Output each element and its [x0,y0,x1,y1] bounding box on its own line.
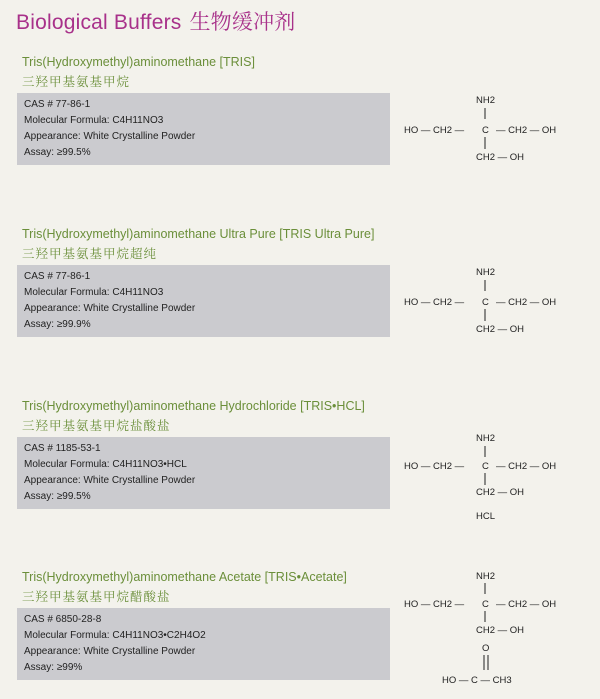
bottom-chain: CH2 — OH [476,625,525,636]
cas-number: CAS # 6850-28-8 [24,614,102,625]
product-tris-hcl [0,399,600,549]
left-chain: HO — CH2 — [404,599,465,610]
central-carbon: C [482,125,489,136]
structural-formula [398,227,598,377]
spec-box [17,93,390,165]
central-carbon: C [482,599,489,610]
appearance: Appearance: White Crystalline Powder [24,646,196,657]
nh2-group: NH2 [476,267,496,278]
appearance: Appearance: White Crystalline Powder [24,475,196,486]
right-chain: — CH2 — OH [496,461,557,472]
nh2-group: NH2 [476,571,496,582]
cas-number: CAS # 77-86-1 [24,271,91,282]
molecular-formula: Molecular Formula: C4H11NO3 [24,115,164,126]
right-chain: — CH2 — OH [496,125,557,136]
central-carbon: C [482,461,489,472]
carbonyl-oxygen: O [482,643,490,654]
spec-box [17,265,390,337]
assay: Assay: ≥99.5% [24,147,91,158]
hcl-salt: HCL [476,511,496,522]
spec-box [17,608,390,680]
cas-number: CAS # 1185-53-1 [24,443,101,454]
page-title-en: Biological Buffers [16,11,182,34]
left-chain: HO — CH2 — [404,297,465,308]
right-chain: — CH2 — OH [496,599,557,610]
bottom-chain: CH2 — OH [476,152,525,163]
assay: Assay: ≥99.9% [24,319,91,330]
product-name-en: Tris(Hydroxymethyl)aminomethane Hydrochloride [TRIS•HCL] [22,399,365,413]
nh2-group: NH2 [476,95,496,106]
right-chain: — CH2 — OH [496,297,557,308]
nh2-group: NH2 [476,433,496,444]
page-title-cn: 生物缓冲剂 [189,11,296,34]
product-name-cn: 三羟甲基氨基甲烷盐酸盐 [22,419,171,433]
product-name-en: Tris(Hydroxymethyl)aminomethane Acetate [TRIS•Acetate] [22,570,347,584]
product-tris-acetate [0,570,600,699]
product-name-cn: 三羟甲基氨基甲烷超纯 [22,247,158,261]
structural-formula [398,399,598,549]
assay: Assay: ≥99.5% [24,491,91,502]
bottom-chain: CH2 — OH [476,487,525,498]
cas-number: CAS # 77-86-1 [24,99,91,110]
left-chain: HO — CH2 — [404,461,465,472]
product-tris-ultra-pure [0,227,600,377]
molecular-formula: Molecular Formula: C4H11NO3•C2H4O2 [24,630,206,641]
appearance: Appearance: White Crystalline Powder [24,131,196,142]
product-tris [0,55,600,205]
molecular-formula: Molecular Formula: C4H11NO3 [24,287,164,298]
product-name-cn: 三羟甲基氨基甲烷醋酸盐 [22,590,171,604]
central-carbon: C [482,297,489,308]
appearance: Appearance: White Crystalline Powder [24,303,196,314]
structural-formula [398,570,598,699]
product-name-en: Tris(Hydroxymethyl)aminomethane Ultra Pure [TRIS Ultra Pure] [22,227,375,241]
product-name-cn: 三羟甲基氨基甲烷 [22,75,131,89]
spec-box [17,437,390,509]
left-chain: HO — CH2 — [404,125,465,136]
acetate-chain: HO — C — CH3 [442,675,512,686]
page-title [16,6,295,36]
structural-formula [398,55,598,205]
molecular-formula: Molecular Formula: C4H11NO3•HCL [24,459,187,470]
assay: Assay: ≥99% [24,662,83,673]
product-name-en: Tris(Hydroxymethyl)aminomethane [TRIS] [22,55,255,69]
bottom-chain: CH2 — OH [476,324,525,335]
